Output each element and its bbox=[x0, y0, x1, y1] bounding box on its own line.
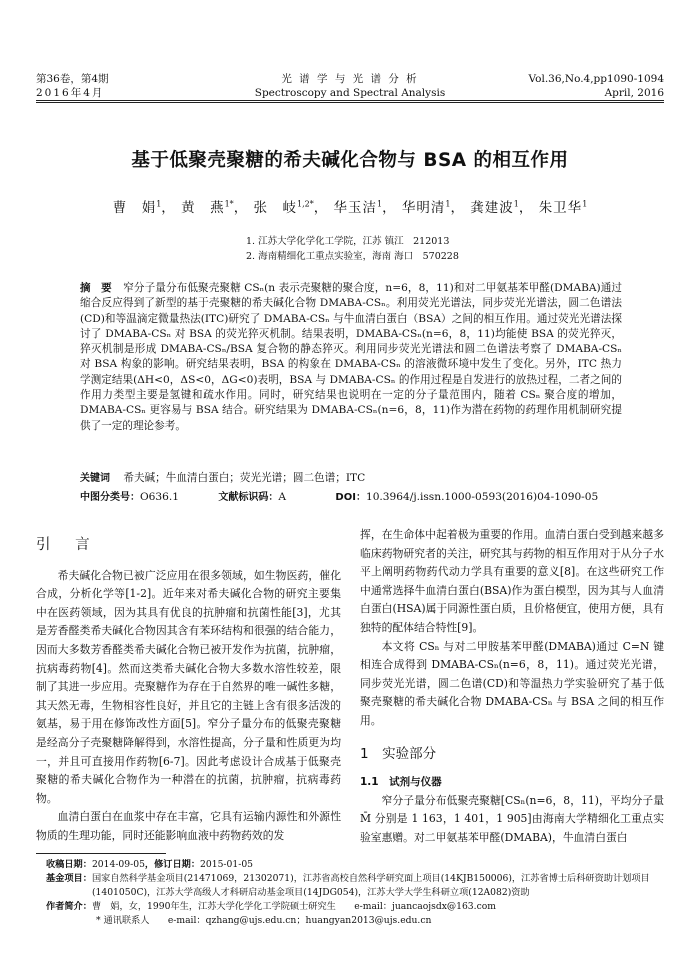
keywords bbox=[80, 470, 640, 487]
author: 朱卫华$^1$ bbox=[538, 199, 588, 216]
author-bio: 作者简介：曹 娟，女，1990年生，江苏大学化学化工学院硕士研究生 e-mail：juancaojsdx@163.com bbox=[46, 901, 496, 912]
affiliation: 2. 海南精细化工重点实验室，海南 海口 570228 bbox=[246, 251, 459, 262]
author: 华明清$^1$ bbox=[401, 199, 451, 216]
author: 黄 燕$^{1*}$ bbox=[181, 199, 234, 216]
left-column bbox=[36, 536, 341, 846]
right-column bbox=[360, 526, 664, 848]
journal-name-en: Spectroscopy and Spectral Analysis bbox=[254, 87, 446, 99]
section-heading-intro: 引 言 bbox=[36, 537, 100, 553]
affiliation: 1. 江苏大学化学化工学院，江苏 镇江 212013 bbox=[246, 236, 450, 247]
paper-title: 基于低聚壳聚糖的希夫碱化合物与 BSA 的相互作用 bbox=[131, 150, 569, 171]
author: 张 岐$^{1,2*}$ bbox=[253, 199, 314, 216]
author-list: 曹 娟$^1$， 黄 燕$^{1*}$， 张 岐$^{1,2*}$， 华玉洁$^1$， 华明清$^1$， 龚建波$^1$， 朱卫华$^1$ bbox=[112, 199, 588, 216]
fund-info: 基金项目： 国家自然科学基金项目(21471069，21302071)，江苏省高校自然科学研究面上项目(14KJB150006)，江苏省博士后科研资助计划项目(1401050C)，江苏大学高级人才科研启动基金项目(14JDG054)，江苏大学大学生科研立项(12A082)资助 bbox=[46, 873, 650, 898]
journal-pages bbox=[529, 72, 664, 100]
classification-line bbox=[80, 489, 640, 506]
header-rule-2 bbox=[36, 102, 664, 103]
doc-code-value: A bbox=[278, 491, 287, 503]
paragraph: 窄分子量分布低聚壳聚糖[CSₙ(n=6，8，11)，平均分子量 M̄ 分别是 1 163，1 401，1 905]由海南大学精细化工重点实验室惠赠。对二甲氨基苯甲醛(DMABA)，牛血清白蛋白 bbox=[360, 793, 664, 844]
journal-volume bbox=[36, 72, 109, 100]
paragraph: 本文将 CSₙ 与对二甲胺基苯甲醛(DMABA)通过 C=N 键相连合成得到 DMABA-CSₙ(n=6，8，11)。通过荧光光谱，同步荧光光谱，圆二色谱(CD)和等温热力学实验研究了基于低聚壳聚糖的希夫碱化合物 DMABA-CSₙ 与 BSA 之间的相互作用。 bbox=[360, 639, 664, 727]
header-rule bbox=[36, 100, 664, 101]
doc-code-label: 文献标识码： bbox=[218, 492, 279, 503]
clc-label: 中图分类号： bbox=[80, 492, 140, 503]
journal-name-cn: 光 谱 学 与 光 谱 分 析 bbox=[281, 73, 419, 85]
volume-issue: 第36卷，第4期 bbox=[36, 73, 109, 85]
author: 华玉洁$^1$ bbox=[333, 199, 383, 216]
author: 曹 娟$^1$ bbox=[112, 199, 162, 216]
subsection-heading: 1.1 试剂与仪器 bbox=[360, 776, 442, 789]
paragraph: 希夫碱化合物已被广泛应用在很多领域，如生物医药，催化合成，分析化学等[1-2]。近年来对希夫碱化合物的研究主要集中在医药领域，因为其具有优良的抗肿瘤和抗菌性能[3]，尤其是芳香醛类希夫碱化合物因其含有苯环结构和很强的结合能力，因而大多数芳香醛类希夫碱化合物已被开发作为抗菌，抗肿瘤，抗病毒药物[4]。然而这类希夫碱化合物大多数水溶性较差，限制了其进一步应用。壳聚糖作为存在于自然界的唯一碱性多糖，其天然无毒，生物相容性良好，并且它的主链上含有很多活泼的氨基，易于用在修饰改性方面[5]。窄分子量分布的低聚壳聚糖是经高分子壳聚糖降解得到，水溶性提高，分子量和性质更为均一，并且可直接用作药物[6-7]。因此考虑设计合成基于低聚壳聚糖的希夫碱化合物作为一种潜在的抗菌，抗肿瘤，抗病毒药物。 bbox=[36, 568, 341, 805]
abstract bbox=[80, 281, 622, 434]
clc-value: O636.1 bbox=[140, 491, 180, 503]
abstract-text: 窄分子量分布低聚壳聚糖 CSₙ(n 表示壳聚糖的聚合度，n=6，8，11)和对二甲氨基苯甲醛(DMABA)通过缩合反应得到了新型的基于壳聚糖的希夫碱化合物 DMABA-CSₙ。利用荧光光谱法，同步荧光光谱法，圆二色谱法(CD)和等温滴定微量热法(ITC)研究了 DMABA-CSₙ 与牛血清白蛋白（BSA）之间的相互作用。通过荧光光谱法探讨了 DMABA-CSₙ 对 BSA 的荧光猝灭机制。结果表明，DMABA-CSₙ(n=6，8，11)均能使 BSA 的荧光猝灭，猝灭机制是形成 DMABA-CSₙ/BSA 复合物的静态猝灭。利用同步荧光光谱法和圆二色谱法考察了 DMABA-CSₙ 对 BSA 构象的影响。研究结果表明，BSA 的构象在 DMABA-CSₙ 的溶液微环境中发生了变化。另外，ITC 热力学测定结果(ΔH<0，ΔS<0，ΔG<0)表明，BSA 与 DMABA-CSₙ 的作用过程是自发进行的放热过程，二者之间的作用力类型主要是氢键和疏水作用。同时，研究结果也说明在一定的分子量范围内，随着 CSₙ 聚合度的增加，DMABA-CSₙ 更容易与 BSA 结合。研究结果为 DMABA-CSₙ(n=6，8，11)作为潜在药物的药理作用机制研究提供了一定的理论参考。 bbox=[80, 282, 623, 432]
affiliation-list bbox=[246, 234, 459, 264]
section-heading-experimental: 1 实验部分 bbox=[360, 745, 437, 762]
publication-date: 2016年4月 bbox=[36, 87, 105, 99]
paragraph: 挥，在生命体中起着极为重要的作用。血清白蛋白受到越来越多临床药物研究者的关注，研究其与药物的相互作用对于从分子水平上阐明药物药代动力学具有重要的意义[8]。在这些研究工作中通常选择牛血清白蛋白(BSA)作为蛋白模型，因为其与人血清白蛋白(HSA)属于同源性蛋白质，且价格便宜，使用方便，具有独特的配体结合特性[9]。 bbox=[360, 528, 664, 634]
pages-range: Vol.36,No.4,pp1090-1094 bbox=[528, 73, 664, 85]
footnote bbox=[46, 858, 656, 928]
author: 龚建波$^1$ bbox=[470, 199, 519, 216]
keywords-label: 关键词 bbox=[80, 473, 110, 484]
doi-label: DOI： bbox=[335, 492, 366, 503]
corresponding-author: * 通讯联系人 e-mail：qzhang@ujs.edu.cn；huangyan2013@ujs.edu.cn bbox=[96, 915, 432, 926]
keywords-text: 希夫碱；牛血清白蛋白；荧光光谱；圆二色谱；ITC bbox=[123, 472, 366, 484]
abstract-label: 摘 要 bbox=[80, 282, 112, 294]
journal-name bbox=[200, 72, 500, 100]
footnote-rule bbox=[36, 853, 166, 854]
month-year: April, 2016 bbox=[604, 87, 664, 99]
received-date: 收稿日期：2014-09-05，修订日期：2015-01-05 bbox=[46, 859, 254, 870]
doi-value: 10.3964/j.issn.1000-0593(2016)04-1090-05 bbox=[365, 491, 599, 503]
paragraph: 血清白蛋白在血浆中存在丰富，它具有运输内源性和外源性物质的生理功能，同时还能影响血液中药物药效的发 bbox=[36, 810, 341, 842]
